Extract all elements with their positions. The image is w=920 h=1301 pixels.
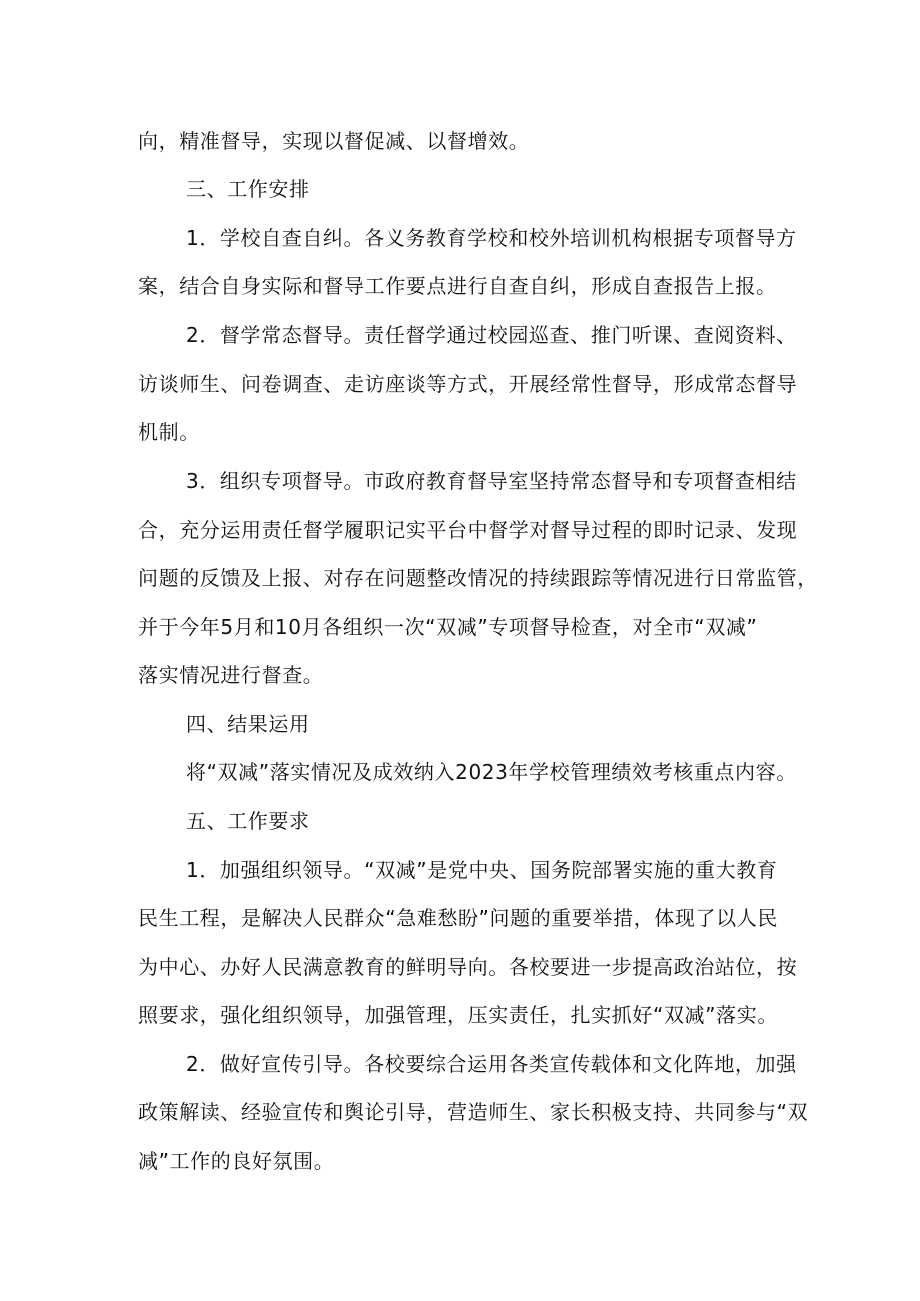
- paragraph-line: 减”工作的良好氛围。: [138, 1149, 335, 1173]
- paragraph-line: 并于今年5月和10月各组织一次“双减”专项督导检查，对全市“双减”: [138, 615, 758, 639]
- paragraph-line: 民生工程，是解决人民群众“急难愁盼”问题的重要举措，体现了以人民: [138, 906, 778, 930]
- paragraph-line: 将“双减”落实情况及成效纳入2023年学校管理绩效考核重点内容。: [186, 760, 797, 784]
- paragraph-line: 合，充分运用责任督学履职记实平台中督学对督导过程的即时记录、发现: [138, 518, 798, 542]
- paragraph-line: 3．组织专项督导。市政府教育督导室坚持常态督导和专项督查相结: [186, 469, 797, 493]
- paragraph-line: 2．做好宣传引导。各校要综合运用各类宣传载体和文化阵地，加强: [186, 1052, 797, 1076]
- paragraph-line: 照要求，强化组织领导，加强管理，压实责任，扎实抓好“双减”落实。: [138, 1003, 778, 1027]
- section-heading-requirements: 五、工作要求: [186, 809, 310, 833]
- paragraph-line: 1．学校自查自纠。各义务教育学校和校外培训机构根据专项督导方: [186, 226, 797, 250]
- paragraph-line: 政策解读、经验宣传和舆论引导，营造师生、家长积极支持、共同参与“双: [138, 1100, 809, 1124]
- section-heading-results: 四、结果运用: [186, 712, 310, 736]
- paragraph-line: 向，精准督导，实现以督促减、以督增效。: [138, 129, 530, 153]
- paragraph-line: 为中心、办好人民满意教育的鲜明导向。各校要进一步提高政治站位，按: [138, 955, 798, 979]
- paragraph-line: 1．加强组织领导。“双减”是党中央、国务院部署实施的重大教育: [186, 858, 778, 882]
- paragraph-line: 2．督学常态督导。责任督学通过校园巡查、推门听课、查阅资料、: [186, 323, 797, 347]
- section-heading-work-arrangement: 三、工作安排: [186, 177, 310, 201]
- paragraph-line: 案，结合自身实际和督导工作要点进行自查自纠，形成自查报告上报。: [138, 274, 777, 298]
- paragraph-line: 落实情况进行督查。: [138, 663, 324, 687]
- paragraph-line: 访谈师生、问卷调查、走访座谈等方式，开展经常性督导，形成常态督导: [138, 372, 798, 396]
- paragraph-line: 问题的反馈及上报、对存在问题整改情况的持续跟踪等情况进行日常监管，: [138, 566, 818, 590]
- paragraph-line: 机制。: [138, 420, 200, 444]
